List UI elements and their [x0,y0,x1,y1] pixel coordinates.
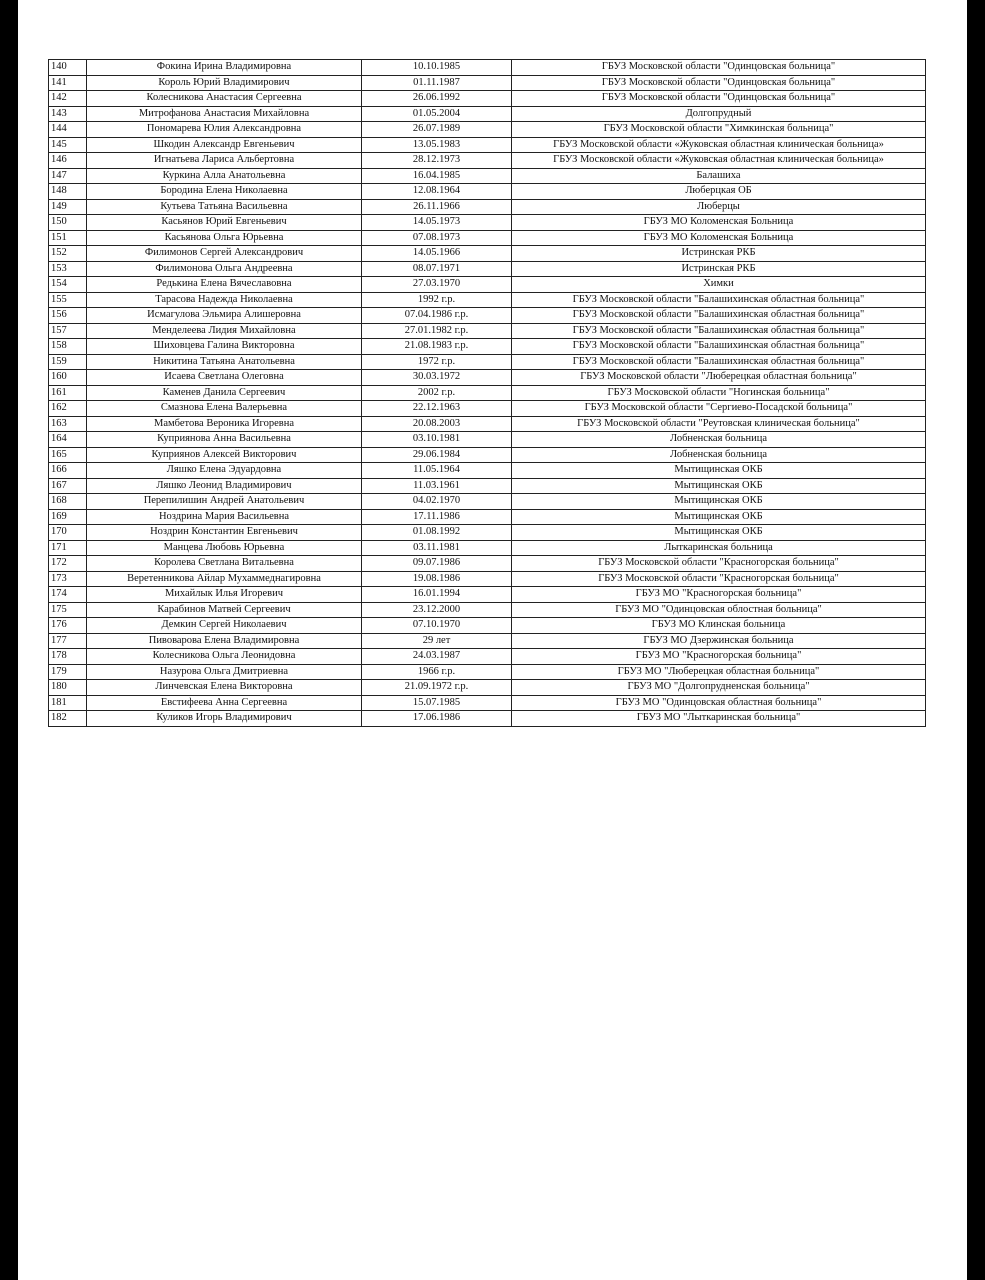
workplace-cell: ГБУЗ Московской области "Химкинская больница" [512,122,926,138]
row-number-cell: 172 [49,556,87,572]
birth-date-cell: 2002 г.р. [362,385,512,401]
table-row [49,525,926,541]
birth-date-cell: 29.06.1984 [362,447,512,463]
workplace-cell: ГБУЗ Московской области "Одинцовская больница" [512,75,926,91]
row-number-cell: 156 [49,308,87,324]
workplace-cell: Балашиха [512,168,926,184]
birth-date-cell: 26.11.1966 [362,199,512,215]
person-name-cell: Фокина Ирина Владимировна [87,60,362,76]
birth-date-cell: 03.10.1981 [362,432,512,448]
workplace-cell: Люберцы [512,199,926,215]
table-row [49,370,926,386]
birth-date-cell: 07.10.1970 [362,618,512,634]
birth-date-cell: 01.08.1992 [362,525,512,541]
person-name-cell: Бородина Елена Николаевна [87,184,362,200]
table-row [49,153,926,169]
birth-date-cell: 1992 г.р. [362,292,512,308]
row-number-cell: 176 [49,618,87,634]
person-name-cell: Линчевская Елена Викторовна [87,680,362,696]
person-name-cell: Кутьева Татьяна Васильевна [87,199,362,215]
birth-date-cell: 28.12.1973 [362,153,512,169]
row-number-cell: 180 [49,680,87,696]
row-number-cell: 171 [49,540,87,556]
person-name-cell: Пивоварова Елена Владимировна [87,633,362,649]
birth-date-cell: 26.06.1992 [362,91,512,107]
row-number-cell: 169 [49,509,87,525]
table-row [49,633,926,649]
row-number-cell: 148 [49,184,87,200]
birth-date-cell: 11.03.1961 [362,478,512,494]
table-row [49,618,926,634]
birth-date-cell: 29 лет [362,633,512,649]
person-name-cell: Ляшко Леонид Владимирович [87,478,362,494]
workplace-cell: ГБУЗ Московской области "Сергиево-Посадской больница" [512,401,926,417]
person-name-cell: Исаева Светлана Олеговна [87,370,362,386]
birth-date-cell: 23.12.2000 [362,602,512,618]
person-name-cell: Менделеева Лидия Михайловна [87,323,362,339]
table-row [49,106,926,122]
row-number-cell: 166 [49,463,87,479]
row-number-cell: 167 [49,478,87,494]
workplace-cell: ГБУЗ Московской области "Одинцовская больница" [512,60,926,76]
workplace-cell: Мытищинская ОКБ [512,494,926,510]
person-name-cell: Колесникова Ольга Леонидовна [87,649,362,665]
row-number-cell: 168 [49,494,87,510]
workplace-cell: ГБУЗ МО "Красногорская больница" [512,587,926,603]
birth-date-cell: 19.08.1986 [362,571,512,587]
workplace-cell: ГБУЗ МО "Люберецкая областная больница" [512,664,926,680]
person-name-cell: Михайлык Илья Игоревич [87,587,362,603]
workplace-cell: ГБУЗ МО "Лыткаринская больница" [512,711,926,727]
row-number-cell: 153 [49,261,87,277]
person-name-cell: Никитина Татьяна Анатольевна [87,354,362,370]
table-row [49,292,926,308]
person-name-cell: Исмагулова Эльмира Алишеровна [87,308,362,324]
birth-date-cell: 20.08.2003 [362,416,512,432]
row-number-cell: 155 [49,292,87,308]
workplace-cell: Лобненская больница [512,432,926,448]
row-number-cell: 145 [49,137,87,153]
person-name-cell: Смазнова Елена Валерьевна [87,401,362,417]
table-row [49,509,926,525]
workplace-cell: ГБУЗ Московской области "Красногорская больница" [512,571,926,587]
table-row [49,463,926,479]
table-row [49,215,926,231]
person-name-cell: Филимонов Сергей Александрович [87,246,362,262]
person-name-cell: Ноздрина Мария Васильевна [87,509,362,525]
birth-date-cell: 21.09.1972 г.р. [362,680,512,696]
row-number-cell: 173 [49,571,87,587]
table-row [49,602,926,618]
row-number-cell: 159 [49,354,87,370]
birth-date-cell: 1966 г.р. [362,664,512,680]
person-name-cell: Шиховцева Галина Викторовна [87,339,362,355]
workplace-cell: ГБУЗ Московской области "Люберецкая областная больница" [512,370,926,386]
row-number-cell: 160 [49,370,87,386]
workplace-cell: ГБУЗ Московской области «Жуковская областная клиническая больница» [512,153,926,169]
birth-date-cell: 15.07.1985 [362,695,512,711]
workplace-cell: Химки [512,277,926,293]
workplace-cell: ГБУЗ МО "Красногорская больница" [512,649,926,665]
table-row [49,91,926,107]
row-number-cell: 150 [49,215,87,231]
person-name-cell: Филимонова Ольга Андреевна [87,261,362,277]
row-number-cell: 163 [49,416,87,432]
birth-date-cell: 12.08.1964 [362,184,512,200]
table-row [49,494,926,510]
birth-date-cell: 30.03.1972 [362,370,512,386]
row-number-cell: 182 [49,711,87,727]
table-row [49,137,926,153]
workplace-cell: ГБУЗ МО "Долгопрудненская больница" [512,680,926,696]
workplace-cell: Лыткаринская больница [512,540,926,556]
row-number-cell: 181 [49,695,87,711]
workplace-cell: Люберцкая ОБ [512,184,926,200]
row-number-cell: 144 [49,122,87,138]
workplace-cell: ГБУЗ Московской области "Балашихинская областная больница" [512,323,926,339]
row-number-cell: 165 [49,447,87,463]
workplace-cell: Долгопрудный [512,106,926,122]
row-number-cell: 162 [49,401,87,417]
document-page [18,0,967,1280]
workplace-cell: Мытищинская ОКБ [512,509,926,525]
table-row [49,571,926,587]
person-name-cell: Король Юрий Владимирович [87,75,362,91]
birth-date-cell: 17.06.1986 [362,711,512,727]
workplace-cell: ГБУЗ МО Клинская больница [512,618,926,634]
workplace-cell: ГБУЗ Московской области «Жуковская областная клиническая больница» [512,137,926,153]
row-number-cell: 152 [49,246,87,262]
birth-date-cell: 21.08.1983 г.р. [362,339,512,355]
table-row [49,478,926,494]
person-name-cell: Манцева Любовь Юрьевна [87,540,362,556]
table-row [49,75,926,91]
person-name-cell: Ляшко Елена Эдуардовна [87,463,362,479]
table-row [49,184,926,200]
person-name-cell: Каменев Данила Сергеевич [87,385,362,401]
person-name-cell: Пономарева Юлия Александровна [87,122,362,138]
person-name-cell: Евстифеева Анна Сергеевна [87,695,362,711]
person-name-cell: Назурова Ольга Дмитриевна [87,664,362,680]
person-name-cell: Касьянова Ольга Юрьевна [87,230,362,246]
birth-date-cell: 27.01.1982 г.р. [362,323,512,339]
person-name-cell: Редькина Елена Вячеславовна [87,277,362,293]
table-row [49,323,926,339]
person-name-cell: Мамбетова Вероника Игоревна [87,416,362,432]
table-row [49,416,926,432]
birth-date-cell: 14.05.1966 [362,246,512,262]
table-row [49,556,926,572]
birth-date-cell: 16.04.1985 [362,168,512,184]
row-number-cell: 140 [49,60,87,76]
table-row [49,354,926,370]
person-name-cell: Ноздрин Константин Евгеньевич [87,525,362,541]
row-number-cell: 141 [49,75,87,91]
birth-date-cell: 01.11.1987 [362,75,512,91]
birth-date-cell: 22.12.1963 [362,401,512,417]
row-number-cell: 146 [49,153,87,169]
row-number-cell: 157 [49,323,87,339]
workplace-cell: ГБУЗ МО "Одинцовская облостная больница" [512,602,926,618]
row-number-cell: 179 [49,664,87,680]
person-name-cell: Куприянов Алексей Викторович [87,447,362,463]
row-number-cell: 177 [49,633,87,649]
workplace-cell: ГБУЗ МО Коломенская Больница [512,230,926,246]
birth-date-cell: 10.10.1985 [362,60,512,76]
table-row [49,230,926,246]
birth-date-cell: 04.02.1970 [362,494,512,510]
person-name-cell: Игнатьева Лариса Альбертовна [87,153,362,169]
row-number-cell: 174 [49,587,87,603]
workplace-cell: Истринская РКБ [512,261,926,277]
birth-date-cell: 07.08.1973 [362,230,512,246]
workplace-cell: ГБУЗ Московской области "Красногорская больница" [512,556,926,572]
person-name-cell: Митрофанова Анастасия Михайловна [87,106,362,122]
table-row [49,261,926,277]
workplace-cell: ГБУЗ Московской области "Балашихинская областная больница" [512,308,926,324]
table-row [49,385,926,401]
person-name-cell: Веретенникова Айлар Мухаммеднагировна [87,571,362,587]
workplace-cell: Мытищинская ОКБ [512,525,926,541]
workplace-cell: ГБУЗ Московской области "Реутовская клиническая больница" [512,416,926,432]
table-row [49,277,926,293]
table-row [49,122,926,138]
table-row [49,168,926,184]
workplace-cell: ГБУЗ Московской области "Балашихинская областная больница" [512,354,926,370]
person-name-cell: Тарасова Надежда Николаевна [87,292,362,308]
person-name-cell: Куприянова Анна Васильевна [87,432,362,448]
table-row [49,680,926,696]
row-number-cell: 147 [49,168,87,184]
workplace-cell: ГБУЗ МО Коломенская Больница [512,215,926,231]
birth-date-cell: 16.01.1994 [362,587,512,603]
row-number-cell: 142 [49,91,87,107]
birth-date-cell: 14.05.1973 [362,215,512,231]
person-name-cell: Куркина Алла Анатольевна [87,168,362,184]
birth-date-cell: 1972 г.р. [362,354,512,370]
workplace-cell: Лобненская больница [512,447,926,463]
birth-date-cell: 03.11.1981 [362,540,512,556]
row-number-cell: 175 [49,602,87,618]
workplace-cell: ГБУЗ МО Дзержинская больница [512,633,926,649]
birth-date-cell: 27.03.1970 [362,277,512,293]
person-name-cell: Королева Светлана Витальевна [87,556,362,572]
birth-date-cell: 01.05.2004 [362,106,512,122]
person-name-cell: Шкодин Александр Евгеньевич [87,137,362,153]
table-row [49,711,926,727]
row-number-cell: 178 [49,649,87,665]
birth-date-cell: 26.07.1989 [362,122,512,138]
workplace-cell: Мытищинская ОКБ [512,478,926,494]
table-row [49,60,926,76]
row-number-cell: 143 [49,106,87,122]
table-row [49,246,926,262]
records-table-body [49,60,926,727]
table-row [49,339,926,355]
table-row [49,447,926,463]
table-row [49,540,926,556]
workplace-cell: ГБУЗ Московской области "Ногинская больница" [512,385,926,401]
birth-date-cell: 13.05.1983 [362,137,512,153]
person-name-cell: Карабинов Матвей Сергеевич [87,602,362,618]
birth-date-cell: 11.05.1964 [362,463,512,479]
row-number-cell: 161 [49,385,87,401]
row-number-cell: 154 [49,277,87,293]
workplace-cell: ГБУЗ МО "Одинцовская областная больница" [512,695,926,711]
workplace-cell: Мытищинская ОКБ [512,463,926,479]
table-row [49,664,926,680]
workplace-cell: ГБУЗ Московской области "Балашихинская областная больница" [512,292,926,308]
row-number-cell: 170 [49,525,87,541]
birth-date-cell: 17.11.1986 [362,509,512,525]
row-number-cell: 164 [49,432,87,448]
row-number-cell: 149 [49,199,87,215]
person-name-cell: Куликов Игорь Владимирович [87,711,362,727]
workplace-cell: ГБУЗ Московской области "Балашихинская областная больница" [512,339,926,355]
row-number-cell: 151 [49,230,87,246]
person-name-cell: Касьянов Юрий Евгеньевич [87,215,362,231]
table-row [49,308,926,324]
table-row [49,199,926,215]
table-row [49,401,926,417]
person-name-cell: Демкин Сергей Николаевич [87,618,362,634]
birth-date-cell: 08.07.1971 [362,261,512,277]
table-row [49,432,926,448]
person-name-cell: Перепилишин Андрей Анатольевич [87,494,362,510]
table-row [49,649,926,665]
birth-date-cell: 09.07.1986 [362,556,512,572]
person-name-cell: Колесникова Анастасия Сергеевна [87,91,362,107]
workplace-cell: ГБУЗ Московской области "Одинцовская больница" [512,91,926,107]
birth-date-cell: 07.04.1986 г.р. [362,308,512,324]
table-row [49,695,926,711]
table-row [49,587,926,603]
row-number-cell: 158 [49,339,87,355]
birth-date-cell: 24.03.1987 [362,649,512,665]
records-table [48,59,926,727]
workplace-cell: Истринская РКБ [512,246,926,262]
